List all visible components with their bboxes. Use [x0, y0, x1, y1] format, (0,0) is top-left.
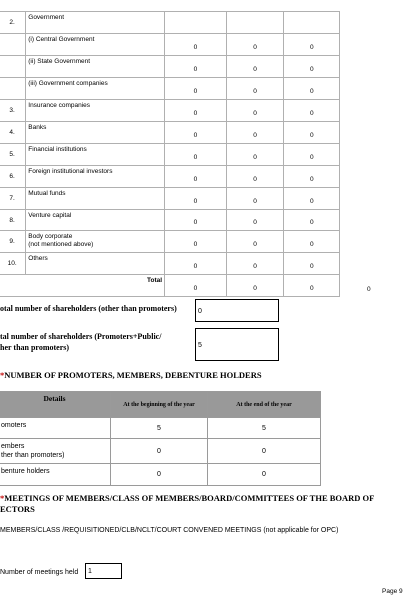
- row-value: 0: [226, 188, 284, 210]
- row-value: 0: [284, 122, 340, 144]
- row-value: 0: [284, 78, 340, 100]
- row-value: 0: [284, 56, 340, 78]
- row-empty-cell: [340, 34, 398, 56]
- table-row: [0, 418, 321, 439]
- row-value: 0: [284, 231, 340, 253]
- row-empty-cell: [340, 253, 398, 275]
- total-shareholders-other-label: otal number of shareholders (other than promoters): [0, 304, 177, 313]
- column-header: Details: [0, 392, 111, 418]
- page-number: Page 9: [382, 588, 403, 595]
- row-value: 0: [226, 144, 284, 166]
- total-row: [0, 275, 398, 297]
- row-value: [226, 12, 284, 34]
- row-empty-cell: [340, 78, 398, 100]
- row-number: 5.: [0, 144, 26, 166]
- total-label: Total: [0, 275, 165, 297]
- row-empty-cell: [340, 188, 398, 210]
- row-empty-cell: [340, 231, 398, 253]
- row-value: 0: [284, 188, 340, 210]
- row-empty-cell: [340, 122, 398, 144]
- total-shareholders-other-field[interactable]: 0: [195, 299, 279, 322]
- table-row: [0, 34, 398, 56]
- row-empty-cell: [340, 210, 398, 231]
- row-number: 7.: [0, 188, 26, 210]
- row-category: (ii) State Government: [26, 56, 165, 78]
- table-row: [0, 166, 398, 188]
- row-begin-value: 0: [111, 439, 208, 464]
- row-value: 0: [165, 122, 227, 144]
- row-category: Insurance companies: [26, 100, 165, 122]
- row-category: (iii) Government companies: [26, 78, 165, 100]
- row-number: 6.: [0, 166, 26, 188]
- table-row: [0, 100, 398, 122]
- row-number: 9.: [0, 231, 26, 253]
- row-category: Foreign institutional investors: [26, 166, 165, 188]
- row-number: 4.: [0, 122, 26, 144]
- row-category: (i) Central Government: [26, 34, 165, 56]
- row-value: 0: [165, 166, 227, 188]
- row-value: 0: [165, 56, 227, 78]
- row-category: Financial institutions: [26, 144, 165, 166]
- row-number: 10.: [0, 253, 26, 275]
- shareholding-table: [0, 11, 398, 297]
- meetings-section-heading: *MEETINGS OF MEMBERS/CLASS OF MEMBERS/BOARD/COMMITTEES OF THE BOARD OF ECTORS: [0, 493, 375, 514]
- row-details: omoters: [0, 418, 111, 439]
- total-value: 0: [226, 275, 284, 297]
- table-row: [0, 144, 398, 166]
- table-row: [0, 122, 398, 144]
- row-value: 0: [226, 100, 284, 122]
- row-value: 0: [165, 253, 227, 275]
- total-value: 0: [165, 275, 227, 297]
- row-value: 0: [165, 231, 227, 253]
- table-row: [0, 253, 398, 275]
- row-empty-cell: [340, 144, 398, 166]
- table-row: [0, 464, 321, 486]
- row-value: 0: [226, 78, 284, 100]
- row-value: 0: [165, 78, 227, 100]
- meetings-subheading: MEMBERS/CLASS /REQUISITIONED/CLB/NCLT/COURT CONVENED MEETINGS (not applicable for OPC): [0, 527, 339, 534]
- row-end-value: 0: [208, 439, 321, 464]
- table-row: [0, 439, 321, 464]
- row-category: Others: [26, 253, 165, 275]
- promoters-table: [0, 391, 321, 486]
- row-value: 0: [284, 166, 340, 188]
- row-empty-cell: [340, 100, 398, 122]
- row-value: 0: [165, 100, 227, 122]
- row-number: 2.: [0, 12, 26, 34]
- table-row: [0, 56, 398, 78]
- total-shareholders-all-label: tal number of shareholders (Promoters+Public/ her than promoters): [0, 332, 162, 352]
- row-category: Mutual funds: [26, 188, 165, 210]
- row-value: 0: [165, 144, 227, 166]
- row-value: 0: [284, 210, 340, 231]
- table-row: [0, 188, 398, 210]
- column-header: At the beginning of the year: [111, 392, 208, 418]
- row-category: Banks: [26, 122, 165, 144]
- column-header: At the end of the year: [208, 392, 321, 418]
- promoters-section-heading: *NUMBER OF PROMOTERS, MEMBERS, DEBENTURE HOLDERS: [0, 370, 262, 380]
- total-shareholders-all-field[interactable]: 5: [195, 328, 279, 361]
- row-number: [0, 56, 26, 78]
- row-category: Body corporate (not mentioned above): [26, 231, 165, 253]
- row-number: 8.: [0, 210, 26, 231]
- row-value: 0: [284, 144, 340, 166]
- row-category: Government: [26, 12, 165, 34]
- row-value: 0: [226, 56, 284, 78]
- row-value: 0: [165, 34, 227, 56]
- row-details: embers ther than promoters): [0, 439, 111, 464]
- row-number: [0, 78, 26, 100]
- row-value: [284, 12, 340, 34]
- row-category: Venture capital: [26, 210, 165, 231]
- row-end-value: 5: [208, 418, 321, 439]
- row-value: 0: [165, 188, 227, 210]
- row-value: 0: [226, 34, 284, 56]
- row-begin-value: 5: [111, 418, 208, 439]
- meetings-held-label: Number of meetings held: [0, 569, 79, 576]
- row-value: 0: [226, 253, 284, 275]
- table-row: [0, 231, 398, 253]
- row-value: 0: [284, 253, 340, 275]
- row-end-value: 0: [208, 464, 321, 486]
- row-value: 0: [226, 122, 284, 144]
- table-row: [0, 210, 398, 231]
- row-empty-cell: [340, 12, 398, 34]
- row-value: 0: [284, 100, 340, 122]
- total-value: 0: [367, 285, 371, 293]
- total-value: 0: [284, 275, 340, 297]
- table-row: [0, 12, 398, 34]
- row-details: benture holders: [0, 464, 111, 486]
- table-row: [0, 78, 398, 100]
- row-begin-value: 0: [111, 464, 208, 486]
- row-value: 0: [226, 210, 284, 231]
- row-value: 0: [226, 231, 284, 253]
- row-empty-cell: [340, 166, 398, 188]
- row-value: 0: [226, 166, 284, 188]
- row-number: [0, 34, 26, 56]
- row-value: [165, 12, 227, 34]
- meetings-held-field[interactable]: 1: [85, 563, 122, 579]
- promoters-table-header: [0, 392, 321, 418]
- row-empty-cell: [340, 56, 398, 78]
- row-number: 3.: [0, 100, 26, 122]
- row-value: 0: [284, 34, 340, 56]
- row-value: 0: [165, 210, 227, 231]
